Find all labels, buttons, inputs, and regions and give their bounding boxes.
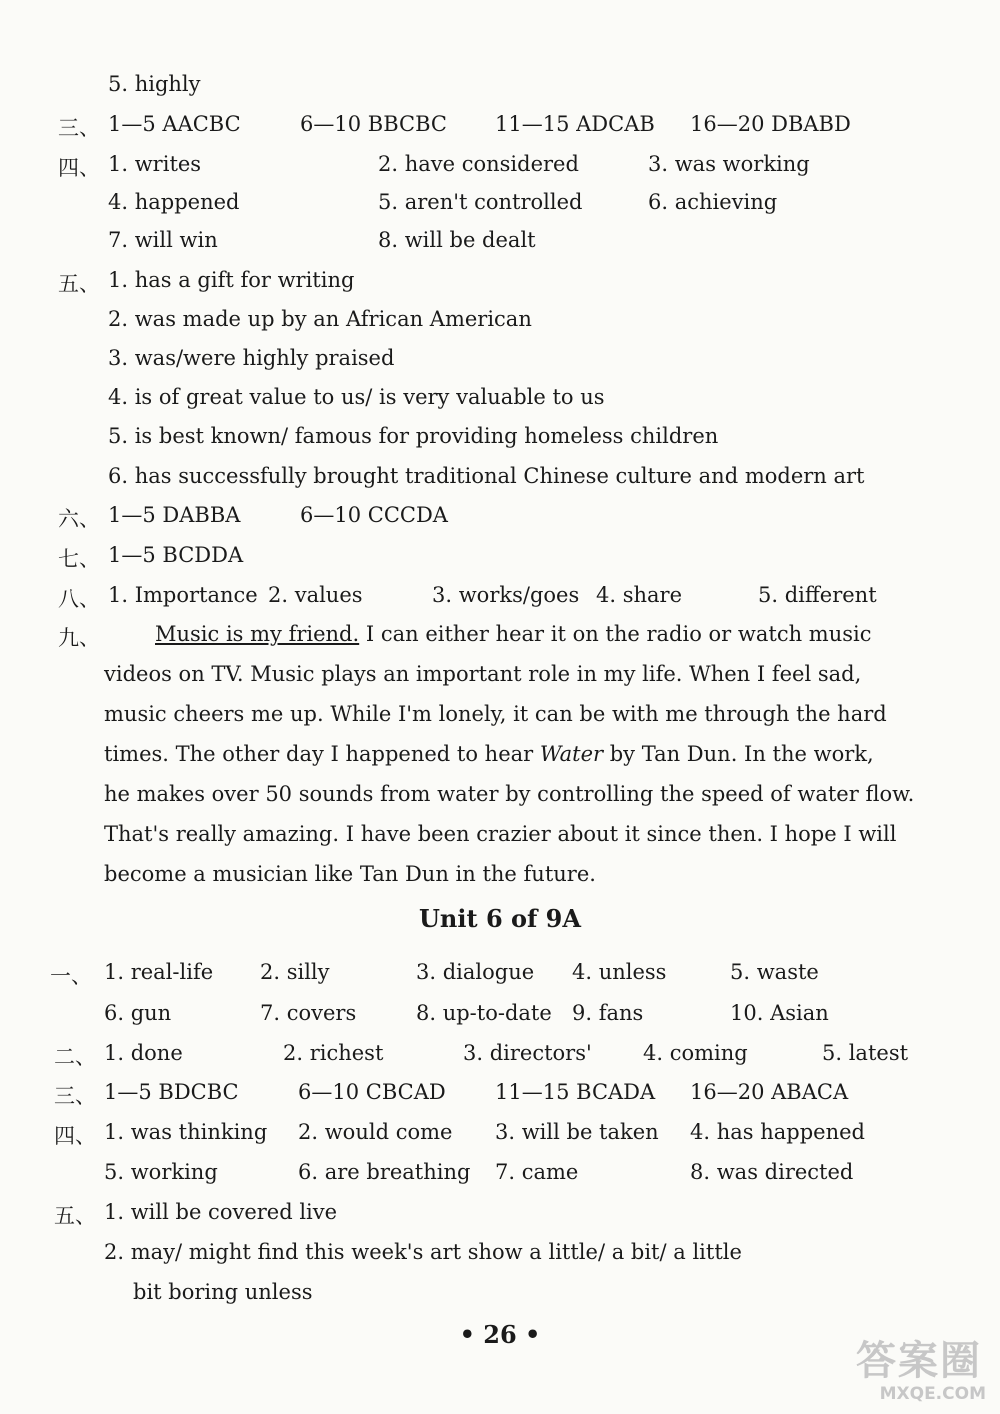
answer-item: 6. are breathing — [298, 1160, 471, 1184]
answer-item: 8. up-to-date — [416, 1001, 552, 1025]
answer-item: 10. Asian — [730, 1001, 829, 1025]
answer-item: 6. gun — [104, 1001, 172, 1025]
answer-item: 3. dialogue — [416, 960, 535, 984]
answer-item: 7. covers — [260, 1001, 357, 1025]
answer-item: 3. will be taken — [495, 1120, 659, 1144]
essay-title: Music is my friend. — [155, 622, 360, 646]
answer-item: 2. values — [268, 583, 363, 607]
answer-item: 1—5 BCDDA — [108, 543, 244, 567]
answer-item: 5. latest — [822, 1041, 909, 1065]
essay-line: music cheers me up. While I'm lonely, it can be with me through the hard — [104, 702, 887, 726]
answer-item: 6. achieving — [648, 190, 778, 214]
answer-item: 5. is best known/ famous for providing homeless children — [108, 424, 719, 448]
answer-item: 4. share — [596, 583, 682, 607]
answer-item: 5. working — [104, 1160, 218, 1184]
section-5-row — [0, 385, 1000, 419]
section-5-row — [0, 464, 1000, 498]
answer-item: 2. was made up by an African American — [108, 307, 532, 331]
answer-item: 3. directors' — [463, 1041, 592, 1065]
section-5-row — [0, 424, 1000, 458]
section-4-row — [0, 228, 1000, 262]
answer-item: 6—10 CCCDA — [300, 503, 448, 527]
answer-item: 5. different — [758, 583, 877, 607]
answer-item: 9. fans — [572, 1001, 644, 1025]
answer-item: 4. coming — [643, 1041, 748, 1065]
section-3-row — [0, 112, 1000, 146]
answer-item: 3. was working — [648, 152, 810, 176]
essay-line: That's really amazing. I have been crazier about it since then. I hope I will — [104, 822, 897, 846]
section-number: 七、 — [58, 547, 100, 571]
answer-item: 11—15 ADCAB — [495, 112, 655, 136]
section-6-row — [0, 503, 1000, 537]
unit-section-3-row — [0, 1080, 1000, 1114]
answer-item: 2. richest — [283, 1041, 384, 1065]
answer-item: 8. was directed — [690, 1160, 854, 1184]
unit-section-5-row — [0, 1280, 1000, 1314]
section-7-row — [0, 543, 1000, 577]
section-5-row — [0, 346, 1000, 380]
answer-item: 5. aren't controlled — [378, 190, 583, 214]
answer-item: 3. was/were highly praised — [108, 346, 395, 370]
section-number: 九、 — [58, 626, 100, 650]
answer-item: 2. would come — [298, 1120, 453, 1144]
answer-item: 1—5 AACBC — [108, 112, 241, 136]
section-number: 四、 — [58, 156, 100, 180]
answer-item: 1—5 BDCBC — [104, 1080, 239, 1104]
section-8-row — [0, 583, 1000, 617]
section-number: 六、 — [58, 507, 100, 531]
section-number: 二、 — [54, 1045, 96, 1069]
answer-item: 6—10 BBCBC — [300, 112, 447, 136]
section-5-row — [0, 268, 1000, 302]
answer-item: 4. unless — [572, 960, 667, 984]
section-number: 三、 — [58, 116, 100, 140]
unit-section-5-row — [0, 1240, 1000, 1274]
essay-line: times. The other day I happened to hear Water by Tan Dun. In the work, — [104, 742, 874, 766]
answer-item: 4. happened — [108, 190, 240, 214]
answer-item: 2. may/ might find this week's art show a little/ a bit/ a little — [104, 1240, 742, 1264]
section-4-row — [0, 190, 1000, 224]
unit-section-4-row — [0, 1120, 1000, 1154]
essay-line: videos on TV. Music plays an important role in my life. When I feel sad, — [104, 662, 862, 686]
answer-item: 1—5 DABBA — [108, 503, 241, 527]
answer-item: 3. works/goes — [432, 583, 580, 607]
watermark-mark: 答案圈 — [856, 1338, 982, 1384]
watermark-url: MXQE.COM — [879, 1384, 986, 1404]
answer-item: 1. has a gift for writing — [108, 268, 355, 292]
section-4-row — [0, 152, 1000, 186]
answer-item: 16—20 ABACA — [690, 1080, 849, 1104]
section-number: 四、 — [54, 1124, 96, 1148]
section-number: 三、 — [54, 1084, 96, 1108]
answer-item: 1. done — [104, 1041, 183, 1065]
unit-section-2-row — [0, 1041, 1000, 1075]
answer-item: 1. will be covered live — [104, 1200, 338, 1224]
answer-item: 11—15 BCADA — [495, 1080, 656, 1104]
answer-item: 8. will be dealt — [378, 228, 536, 252]
answer-item: 7. will win — [108, 228, 218, 252]
answer-item: 1. Importance — [108, 583, 258, 607]
answer-item: 7. came — [495, 1160, 579, 1184]
answer-item: 4. has happened — [690, 1120, 865, 1144]
answer-item: 1. was thinking — [104, 1120, 268, 1144]
unit-section-1-row — [0, 1001, 1000, 1035]
answer-item: 2. silly — [260, 960, 330, 984]
section-number: 五、 — [54, 1204, 96, 1228]
answer-item: 5. highly — [108, 72, 201, 96]
answer-item: 5. waste — [730, 960, 819, 984]
answer-row — [0, 72, 1000, 106]
answer-item: 16—20 DBABD — [690, 112, 851, 136]
answer-item: 4. is of great value to us/ is very valuable to us — [108, 385, 605, 409]
essay-line: he makes over 50 sounds from water by controlling the speed of water flow. — [104, 782, 915, 806]
answer-item: 2. have considered — [378, 152, 579, 176]
essay-line: become a musician like Tan Dun in the future. — [104, 862, 596, 886]
section-5-row — [0, 307, 1000, 341]
unit-section-4-row — [0, 1160, 1000, 1194]
essay-text: I can either hear it on the radio or watch music — [359, 622, 872, 646]
answer-item: bit boring unless — [133, 1280, 313, 1304]
answer-item: 1. writes — [108, 152, 202, 176]
page-number: • 26 • — [459, 1320, 541, 1349]
unit-section-5-row — [0, 1200, 1000, 1234]
answer-item: 6. has successfully brought traditional Chinese culture and modern art — [108, 464, 865, 488]
answer-item: 6—10 CBCAD — [298, 1080, 446, 1104]
section-number: 五、 — [58, 272, 100, 296]
work-title: Water — [539, 742, 604, 766]
section-number: 八、 — [58, 587, 100, 611]
unit-section-1-row — [0, 960, 1000, 994]
watermark-logo — [851, 1329, 986, 1404]
answer-item: 1. real-life — [104, 960, 214, 984]
section-9-row — [0, 622, 1000, 656]
section-number: 一、 — [50, 964, 92, 988]
unit-heading: Unit 6 of 9A — [419, 904, 581, 933]
